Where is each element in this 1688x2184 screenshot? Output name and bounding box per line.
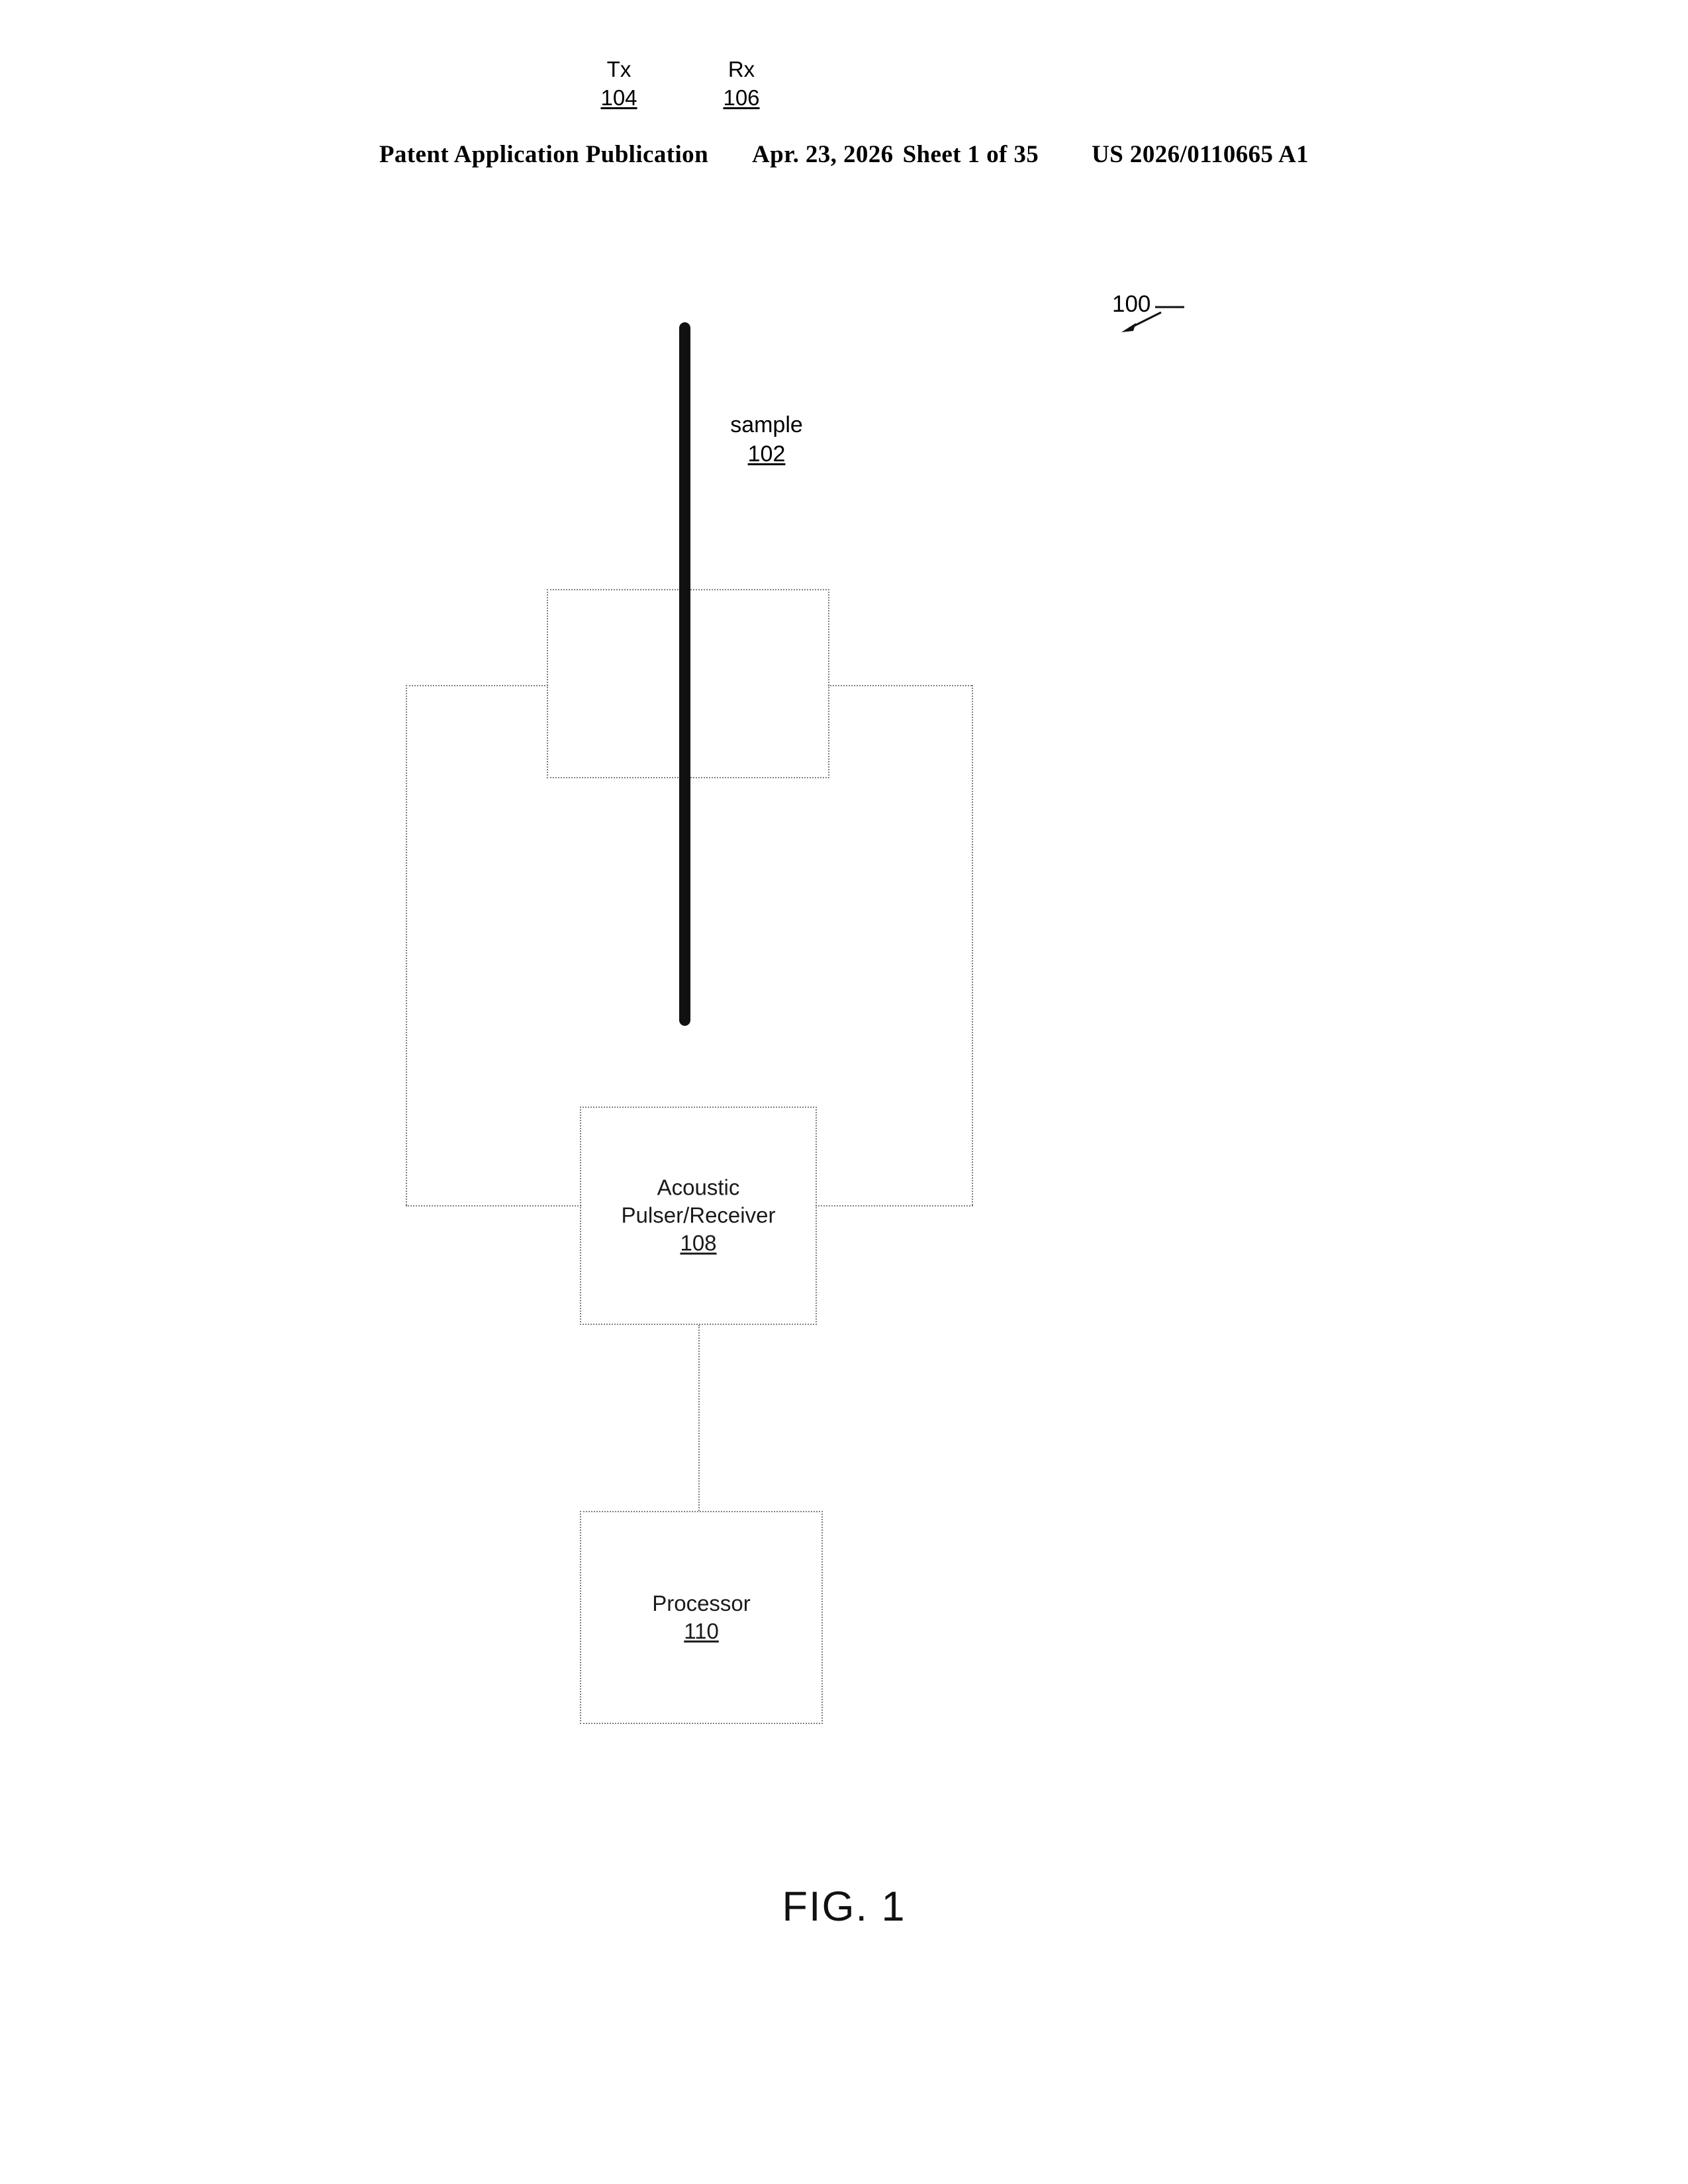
sample-label: [707, 410, 826, 469]
sample-ref: 102: [747, 441, 786, 467]
connector-tx-bottom: [406, 1205, 581, 1206]
callout-dash: [1155, 299, 1195, 315]
tx-block: [566, 56, 672, 113]
header-publication: Patent Application Publication: [379, 141, 709, 168]
connector-pulser-processor: [698, 1325, 700, 1511]
acoustic-pulser-receiver-content: [581, 1174, 816, 1258]
header-date: Apr. 23, 2026: [752, 141, 894, 168]
sample-rod: [679, 322, 690, 1026]
connector-rx-top: [828, 685, 972, 686]
acoustic-pulser-receiver-label-line1: Acoustic: [657, 1175, 740, 1200]
acoustic-pulser-receiver-box: [580, 1107, 817, 1325]
processor-content: [581, 1590, 821, 1645]
figure-caption: FIG. 1: [782, 1884, 906, 1930]
processor-ref: 110: [684, 1619, 719, 1643]
header-patent-number: US 2026/0110665 A1: [1092, 141, 1309, 168]
connector-tx-top: [406, 685, 548, 686]
acoustic-pulser-receiver-ref: 108: [680, 1231, 717, 1256]
connector-rx-vertical: [972, 685, 973, 1205]
tx-ref: 104: [600, 85, 637, 110]
system-ref-label: 100: [1112, 291, 1151, 317]
rx-block: [688, 56, 794, 113]
sample-label-text: sample: [730, 412, 803, 437]
connector-rx-bottom: [816, 1205, 973, 1206]
header-sheet: Sheet 1 of 35: [902, 141, 1039, 168]
connector-tx-vertical: [406, 685, 407, 1205]
processor-label: Processor: [652, 1590, 751, 1615]
rx-label: Rx: [727, 57, 755, 81]
processor-box: [580, 1511, 823, 1724]
rx-ref: 106: [723, 85, 760, 110]
tx-label: Tx: [606, 57, 632, 81]
acoustic-pulser-receiver-label-line2: Pulser/Receiver: [621, 1203, 776, 1228]
